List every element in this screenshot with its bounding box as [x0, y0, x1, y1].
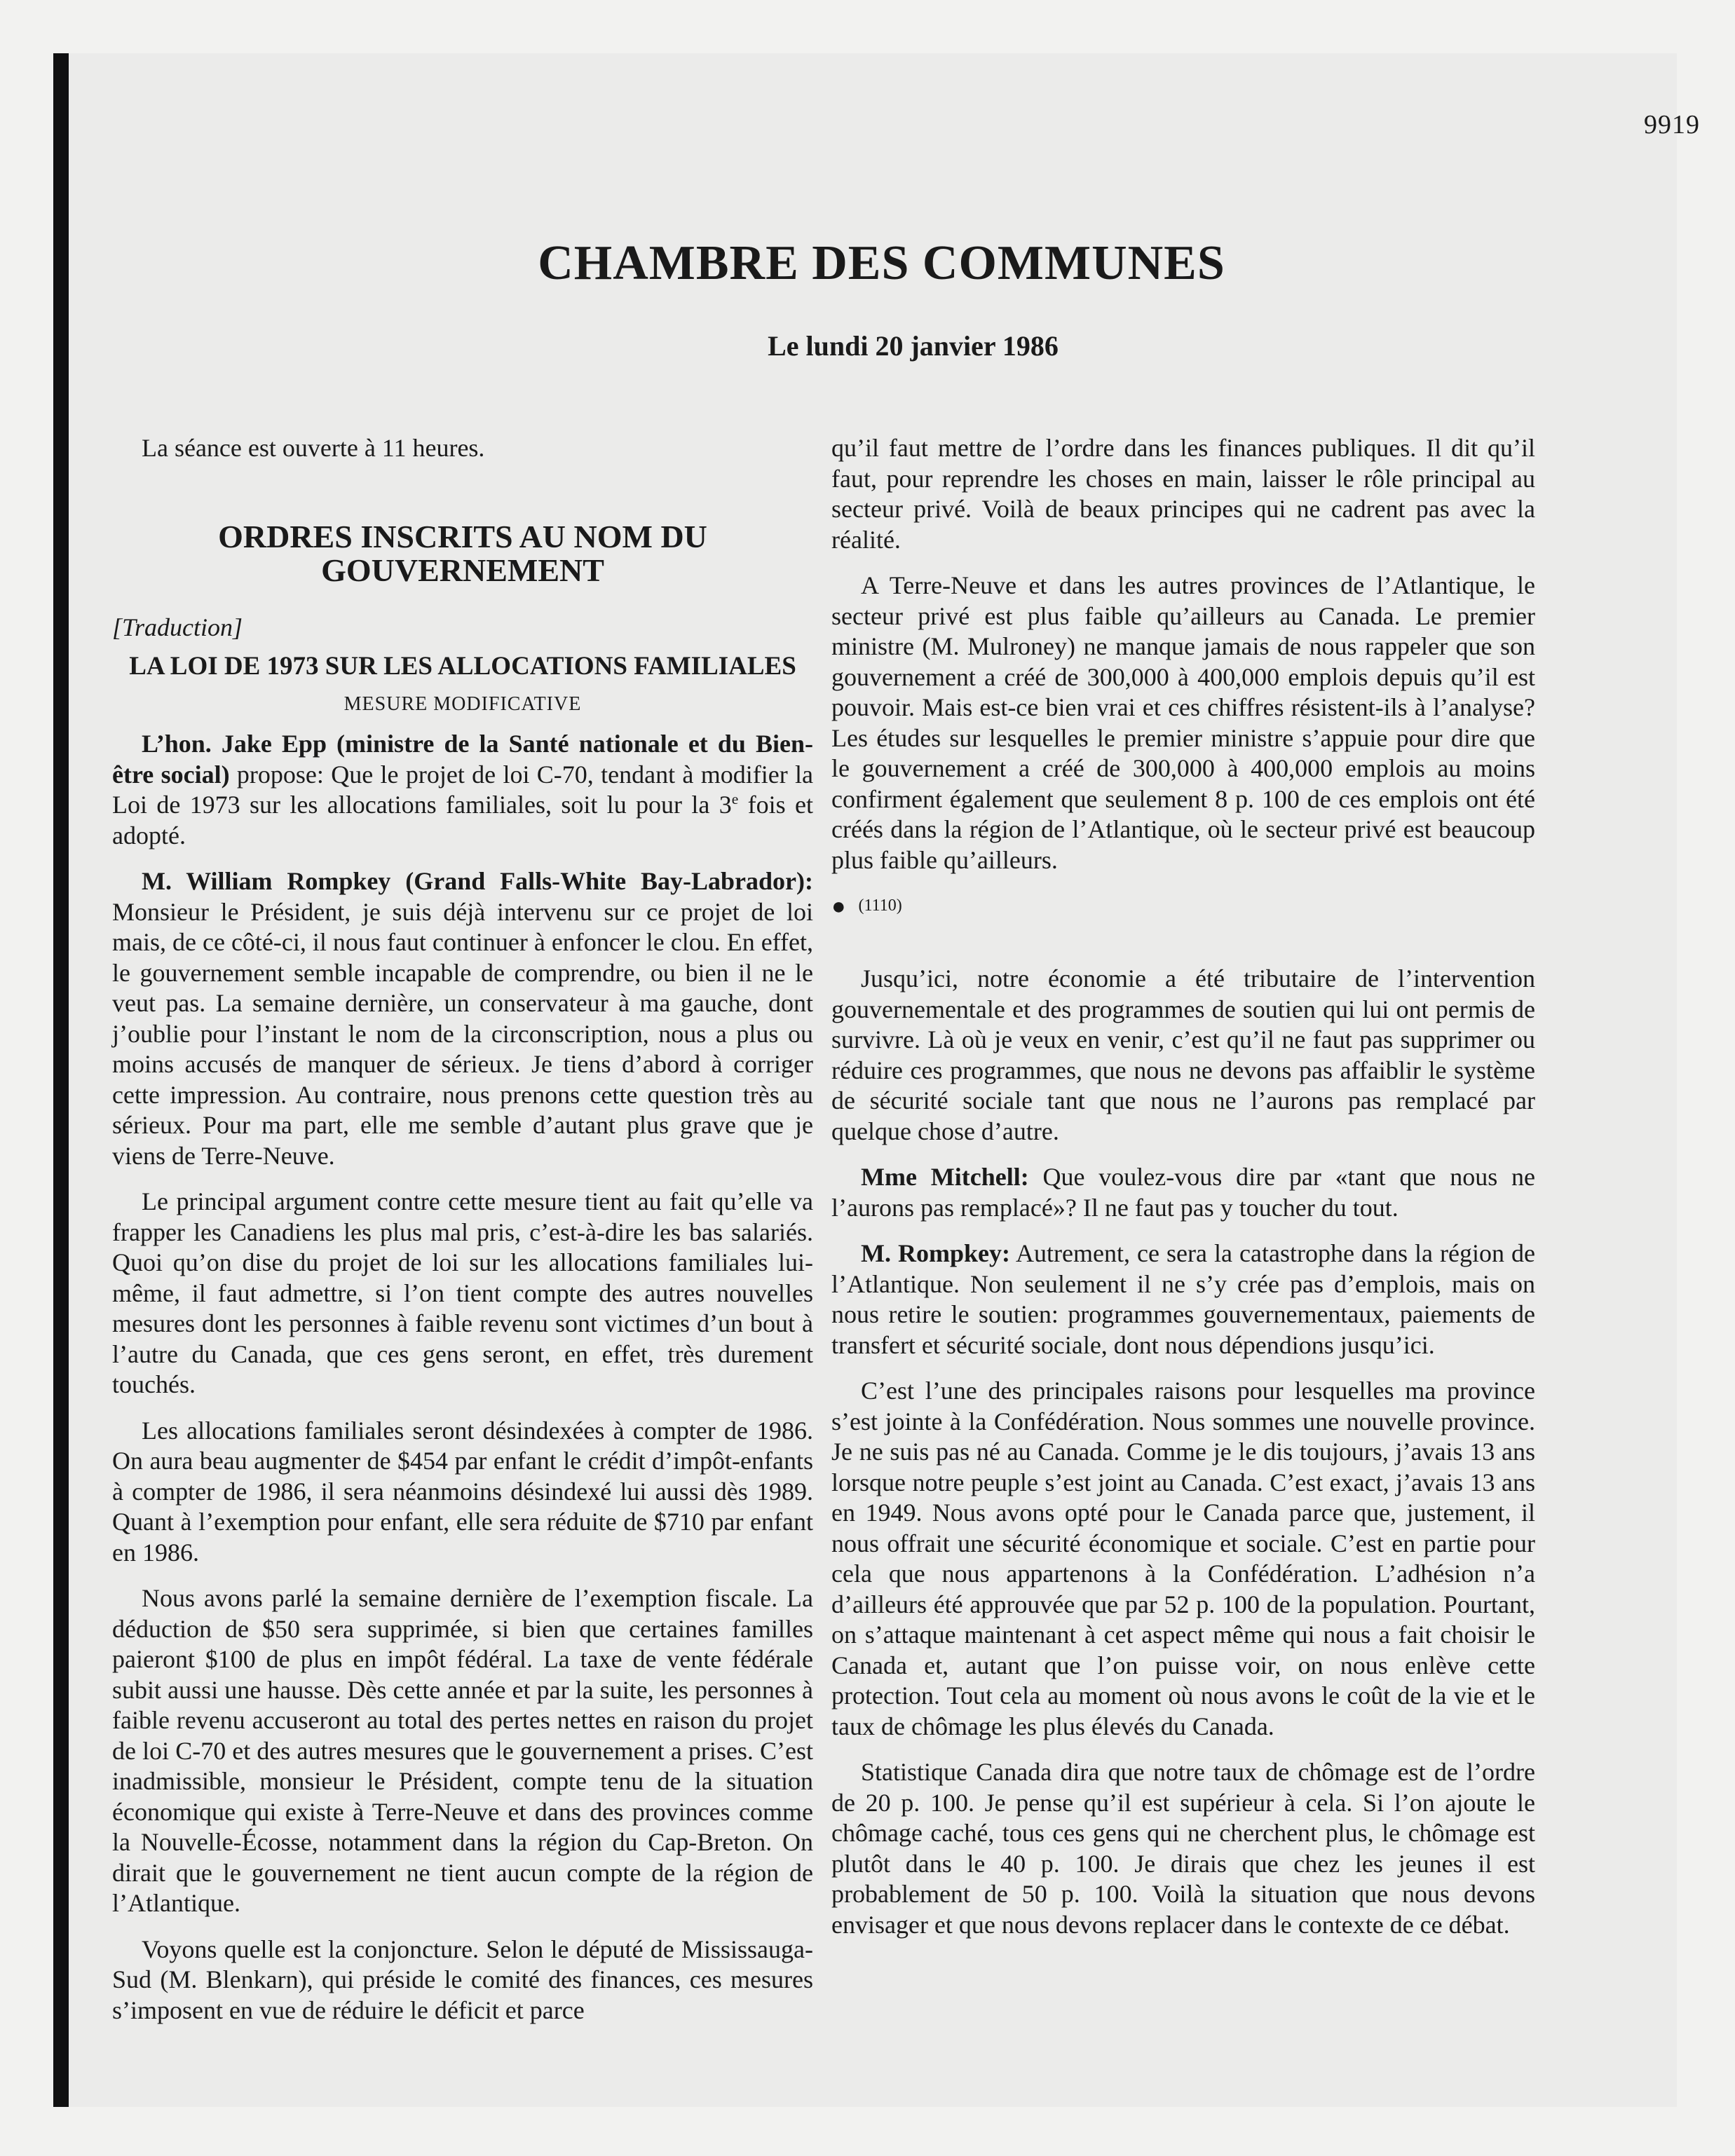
- paragraph: Voyons quelle est la conjoncture. Selon le député de Mississauga-Sud (M. Blenkarn), qui préside le comité des finances, ces mesures s’imposent en vue de réduire le déficit et parce: [112, 1935, 813, 2024]
- speech-text: propose: Que le projet de loi C-70, tendant à modifier la Loi de 1973 sur les allocations familiales, soit lu pour la 3: [112, 760, 813, 819]
- speaker-name: M. Rompkey:: [861, 1239, 1011, 1268]
- bill-subtitle: MESURE MODIFICATIVE: [343, 692, 582, 715]
- paragraph: Statistique Canada dira que notre taux de chômage est de l’ordre de 20 p. 100. Je pense qu’il est supérieur à cela. Si l’on ajoute le chômage caché, tous ces gens qui ne cherchent plus, le chômage est plutôt dans le 40 p. 100. Je dirais que chez les jeunes il est probablement de 50 p. 100. Voilà la situation que nous devons envisager et que nous devons replacer dans le contexte de ce débat.: [831, 1758, 1535, 1939]
- speaker-name: M. William Rompkey (Grand Falls-White Bay-Labrador):: [142, 867, 813, 895]
- translation-label: Traduction: [122, 613, 233, 641]
- paragraph: Nous avons parlé la semaine dernière de l’exemption fiscale. La déduction de $50 sera supprimée, si bien que certaines familles paieront $100 de plus en impôt fédéral. La taxe de vente fédérale subit aussi une hausse. Dès cette année et par la suite, les personnes à faible revenu accuseront au total des pertes nettes en raison du projet de loi C-70 et des autres mesures que le gouvernement a prises. C’est inadmissible, monsieur le Président, compte tenu de la situation économique qui existe à Terre-Neuve et dans des provinces comme la Nouvelle-Écosse, notamment dans la région du Cap-Breton. On dirait que le gouvernement ne tient aucun compte de la région de l’Atlantique.: [112, 1584, 813, 1917]
- paragraph: [112, 729, 813, 851]
- paragraph: [112, 866, 813, 1171]
- time-marker: [831, 891, 1535, 922]
- speaker-name: Mme Mitchell:: [861, 1163, 1029, 1192]
- section-heading-line2: GOUVERNEMENT: [321, 552, 604, 588]
- translation-note: [Traduction]: [112, 613, 243, 641]
- left-column: [112, 433, 813, 2041]
- paragraph: Les allocations familiales seront désindexées à compter de 1986. On aura beau augmenter de $454 par enfant le crédit d’impôt-enfants à compter de 1986, il sera néanmoins désindexé lui aussi dès 1989. Quant à l’exemption pour enfant, elle sera réduite de $710 par enfant en 1986.: [112, 1416, 813, 1567]
- right-column: [831, 433, 1535, 1956]
- speech-text: Autrement, ce sera la catastrophe dans la région de l’Atlantique. Non seulement il ne s’y crée pas d’emplois, mais on nous retire le soutien: programmes gouvernementaux, paiements de transfert et sécurité sociale, dont nous dépendions jusqu’ici.: [831, 1239, 1535, 1359]
- paragraph: Jusqu’ici, notre économie a été tributaire de l’intervention gouvernementale et des programmes de soutien qui lui ont permis de survivre. Là où je veux en venir, c’est qu’il ne faut pas supprimer ou réduire ces programmes, que nous ne devons pas affaiblir le système de sécurité sociale tant que nous ne l’aurons pas remplacé par quelque chose d’autre.: [831, 964, 1535, 1145]
- speech-text: Que voulez-vous dire par «tant que nous ne l’aurons pas remplacé»? Il ne faut pas y toucher du tout.: [831, 1163, 1535, 1222]
- speaker-name: L’hon. Jake Epp (ministre de la Santé nationale et du Bien-être social): [112, 730, 813, 789]
- sitting-date: Le lundi 20 janvier 1986: [768, 330, 1059, 362]
- ordinal-suffix: e: [731, 791, 739, 807]
- speech-text: fois et adopté.: [112, 791, 813, 850]
- opening-statement: La séance est ouverte à 11 heures.: [142, 434, 485, 462]
- paragraph: A Terre-Neuve et dans les autres provinces de l’Atlantique, le secteur privé est plus faible qu’ailleurs au Canada. Le premier ministre (M. Mulroney) ne manque jamais de nous rappeler que son gouvernement a créé de 300,000 à 400,000 emplois depuis qu’il est pouvoir. Mais est-ce bien vrai et ces chiffres résistent-ils à l’analyse? Les études sur lesquelles le premier ministre s’appuie pour dire que le gouvernement a créé de 300,000 à 400,000 emplois au moins confirment également que seulement 8 p. 100 de ces emplois ont été créés dans la région de l’Atlantique, où le secteur privé est beaucoup plus faible qu’ailleurs.: [831, 571, 1535, 874]
- bill-title: LA LOI DE 1973 SUR LES ALLOCATIONS FAMILIALES: [129, 652, 796, 681]
- section-heading-line1: ORDRES INSCRITS AU NOM DU: [218, 518, 707, 554]
- page-title: CHAMBRE DES COMMUNES: [538, 236, 1225, 290]
- paragraph: [831, 1162, 1535, 1223]
- time-marker-text: (1110): [858, 896, 902, 915]
- paragraph: [831, 1239, 1535, 1360]
- paragraph: C’est l’une des principales raisons pour lesquelles ma province s’est jointe à la Confédération. Nous sommes une nouvelle province. Je ne suis pas né au Canada. Comme je le dis toujours, j’avais 13 ans lorsque notre peuple s’est joint au Canada. C’est exact, j’avais 13 ans en 1949. Nous avons opté pour le Canada parce que, justement, il nous offrait une sécurité économique et sociale. C’est en partie pour cela que nous appartenons à la Confédération. L’adhésion n’a d’ailleurs été approuvée que par 52 p. 100 de la population. Pourtant, on s’attaque maintenant à cet aspect même qui nous a fait choisir le Canada et, autant que l’on puisse voir, on nous enlève cette protection. Tout cela au moment où nous avons le coût de la vie et le taux de chômage les plus élevés du Canada.: [831, 1377, 1535, 1740]
- bullet-icon: ●: [831, 893, 846, 920]
- speech-text: Monsieur le Président, je suis déjà intervenu sur ce projet de loi mais, de ce côté-ci, il nous faut continuer à enfoncer le clou. En effet, le gouvernement semble incapable de comprendre, ou bien il ne le veut pas. La semaine dernière, un conservateur à ma gauche, dont j’oublie pour l’instant le nom de la circonscription, nous a plus ou moins accusés de manquer de sérieux. Je tiens d’abord à corriger cette impression. Au contraire, nous prenons cette question très au sérieux. Pour ma part, elle me semble d’autant plus grave que je viens de Terre-Neuve.: [112, 897, 813, 1170]
- paragraph: qu’il faut mettre de l’ordre dans les finances publiques. Il dit qu’il faut, pour reprendre les choses en main, laisser le rôle principal au secteur privé. Voilà de beaux principes qui ne cadrent pas avec la réalité.: [831, 434, 1535, 554]
- section-heading: [112, 520, 813, 587]
- paragraph: Le principal argument contre cette mesure tient au fait qu’elle va frapper les Canadiens les plus mal pris, c’est-à-dire les bas salariés. Quoi qu’on dise du projet de loi sur les allocations familiales lui-même, il faut admettre, si l’on tient compte des autres nouvelles mesures dont les personnes à faible revenu sont victimes d’un bout à l’autre du Canada, que ces gens seront, en effet, très durement touchés.: [112, 1187, 813, 1398]
- page-number: 9919: [1644, 110, 1700, 139]
